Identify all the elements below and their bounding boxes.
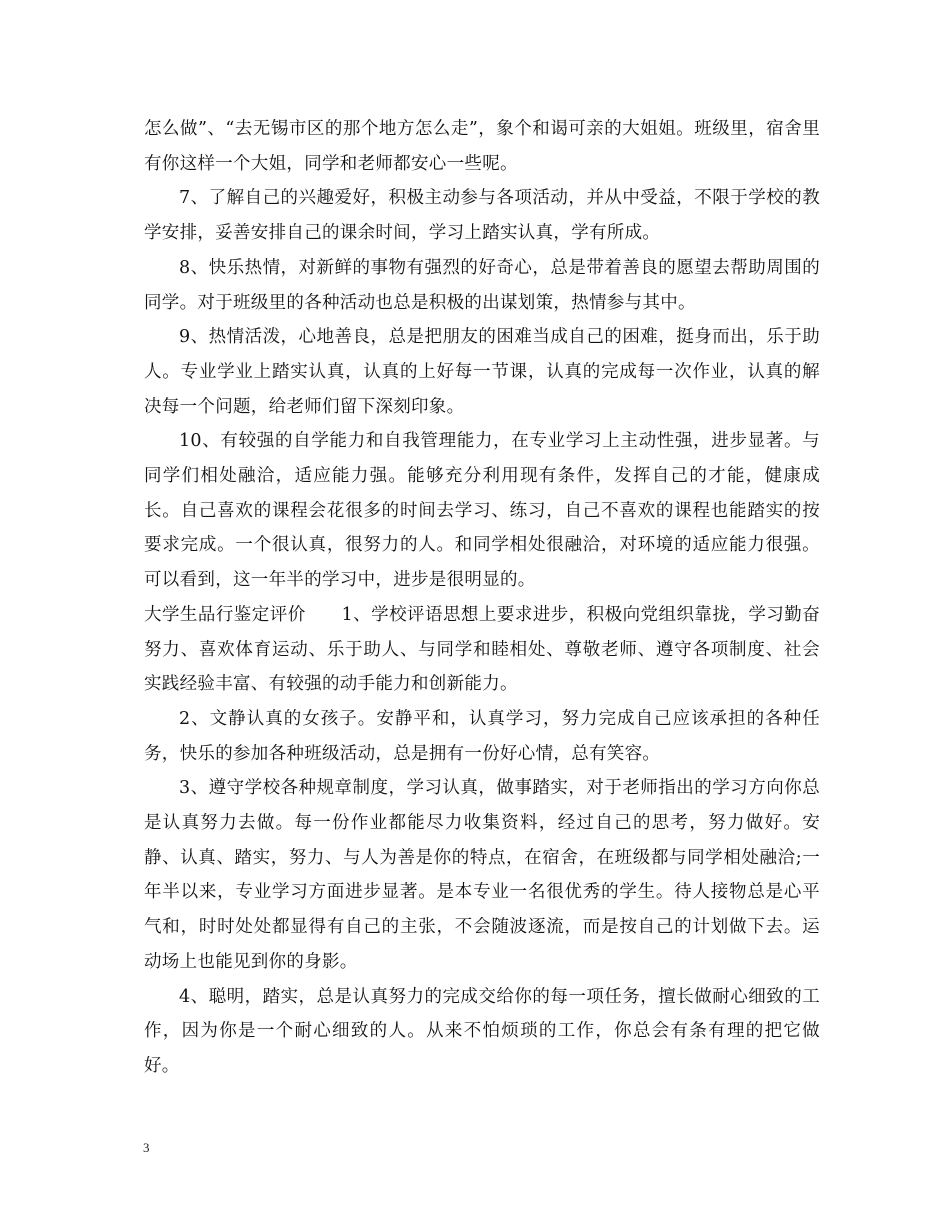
page-number: 3 — [143, 1140, 150, 1155]
paragraph-item-10: 10、有较强的自学能力和自我管理能力，在专业学习上主动性强，进步显著。与同学们相处融洽，适应能力强。能够充分利用现有条件，发挥自己的才能，健康成长。自己喜欢的课程会花很多的时间去学习、练习，自己不喜欢的课程也能踏实的按要求完成。一个很认真，很努力的人。和同学相处很融洽，对环境的适应能力很强。可以看到，这一年半的学习中，进步是很明显的。 — [144, 431, 820, 591]
paragraph-item-2: 2、文静认真的女孩子。安静平和，认真学习，努力完成自己应该承担的各种任务，快乐的参加各种班级活动，总是拥有一份好心情，总有笑容。 — [144, 708, 820, 764]
paragraph-item-7: 7、了解自己的兴趣爱好，积极主动参与各项活动，并从中受益，不限于学校的教学安排，妥善安排自己的课余时间，学习上踏实认真，学有所成。 — [144, 188, 820, 244]
paragraph-section-heading: 大学生品行鉴定评价 1、学校评语思想上要求进步，积极向党组织靠拢，学习勤奋努力、喜欢体育运动、乐于助人、与同学和睦相处、尊敬老师、遵守各项制度、社会实践经验丰富、有较强的动手能力和创新能力。 — [144, 604, 820, 695]
paragraph-continuation: 怎么做”、“去无锡市区的那个地方怎么走”，象个和谒可亲的大姐姐。班级里，宿舍里有你这样一个大姐，同学和老师都安心一些呢。 — [144, 119, 820, 174]
paragraph-item-4: 4、聪明，踏实，总是认真努力的完成交给你的每一项任务，擅长做耐心细致的工作，因为你是一个耐心细致的人。从来不怕烦琐的工作，你总会有条有理的把它做好。 — [144, 986, 820, 1076]
paragraph-item-3: 3、遵守学校各种规章制度，学习认真，做事踏实，对于老师指出的学习方向你总是认真努力去做。每一份作业都能尽力收集资料，经过自己的思考，努力做好。安静、认真、踏实，努力、与人为善是你的特点，在宿舍，在班级都与同学相处融洽;一年半以来，专业学习方面进步显著。是本专业一名很优秀的学生。待人接物总是心平气和，时时处处都显得有自己的主张，不会随波逐流，而是按自己的计划做下去。运动场上也能见到你的身影。 — [144, 778, 820, 972]
paragraph-item-8: 8、快乐热情，对新鲜的事物有强烈的好奇心，总是带着善良的愿望去帮助周围的同学。对于班级里的各种活动也总是积极的出谋划策，热情参与其中。 — [144, 257, 820, 313]
paragraph-item-9: 9、热情活泼，心地善良，总是把朋友的困难当成自己的困难，挺身而出，乐于助人。专业学业上踏实认真，认真的上好每一节课，认真的完成每一次作业，认真的解决每一个问题，给老师们留下深刻印象。 — [144, 327, 820, 417]
body-text — [144, 112, 820, 1084]
